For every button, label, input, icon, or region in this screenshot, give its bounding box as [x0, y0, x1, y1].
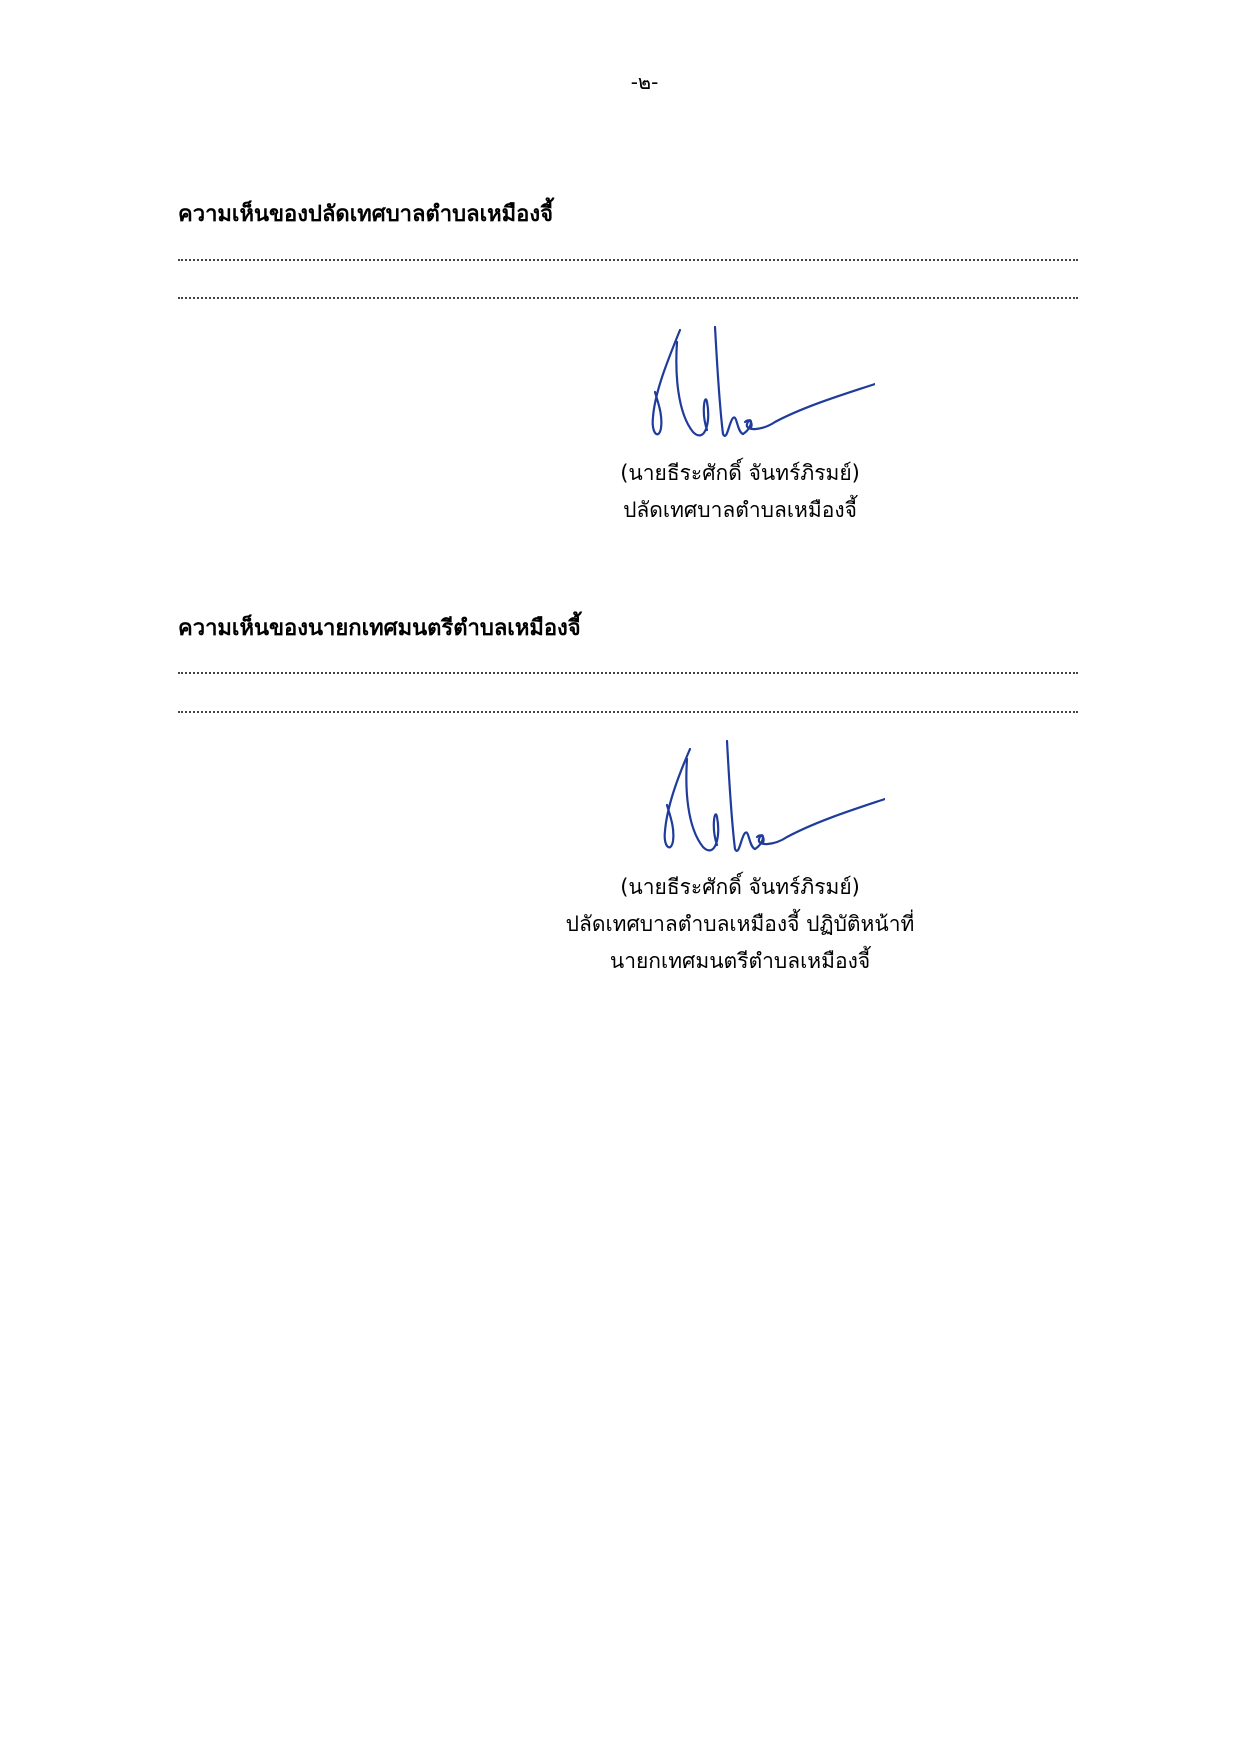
signer-name: (นายธีระศักดิ์ จันทร์ภิรมย์) [620, 875, 860, 899]
signer-block-2 [560, 869, 920, 980]
signer-position: ปลัดเทศบาลตำบลเหมืองจี้ [623, 498, 857, 522]
comment-line [178, 259, 1078, 261]
signature-image-1 [645, 322, 875, 452]
signer-block-1 [560, 455, 920, 529]
page-number: -๒- [630, 70, 659, 94]
comment-line [178, 672, 1078, 674]
comment-line [178, 297, 1078, 299]
signer-position: ปลัดเทศบาลตำบลเหมืองจี้ ปฏิบัติหน้าที่ [565, 912, 915, 936]
section-heading-mayor-opinion: ความเห็นของนายกเทศมนตรีตำบลเหมืองจี้ [178, 616, 581, 641]
signature-image-2 [655, 735, 885, 865]
comment-line [178, 711, 1078, 713]
signer-name: (นายธีระศักดิ์ จันทร์ภิรมย์) [620, 461, 860, 485]
signer-position-acting: นายกเทศมนตรีตำบลเหมืองจี้ [609, 949, 871, 973]
section-heading-clerk-opinion: ความเห็นของปลัดเทศบาลตำบลเหมืองจี้ [178, 202, 553, 227]
